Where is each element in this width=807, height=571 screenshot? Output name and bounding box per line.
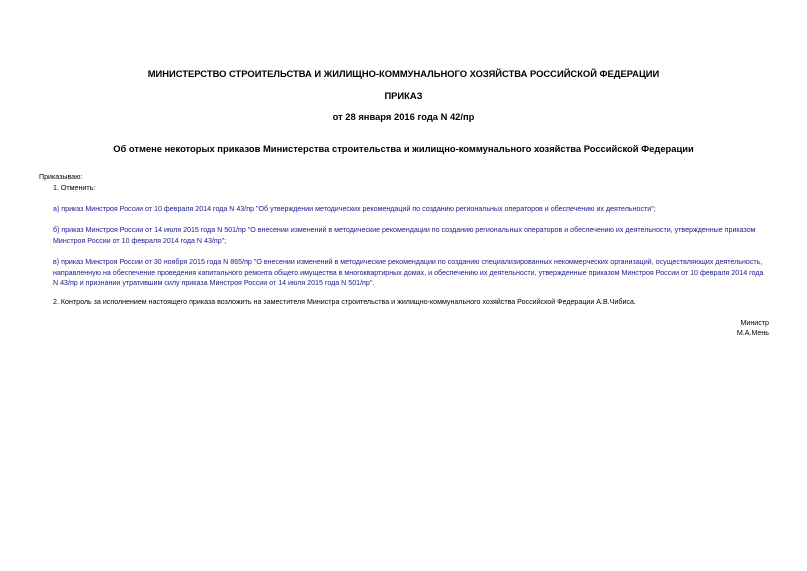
ministry-title: МИНИСТЕРСТВО СТРОИТЕЛЬСТВА И ЖИЛИЩНО-КОММУНАЛЬНОГО ХОЗЯЙСТВА РОССИЙСКОЙ ФЕДЕРАЦИИ (147, 68, 660, 79)
document-type: ПРИКАЗ (384, 90, 423, 101)
date-number: от 28 января 2016 года N 42/пр (332, 111, 475, 122)
list-item-b (39, 225, 767, 246)
point-2 (39, 297, 767, 308)
list-item-a (39, 204, 767, 215)
item-b-link[interactable]: б) приказ Минстроя России от 14 июля 2015 года N 501/пр "О внесении изменений в методические рекомендации по созданию региональных операторов и обеспечению их деятельности, утвержденные приказом Минстроя России от 10 февраля 2014 года N 43/пр"; (53, 226, 756, 245)
order-word: Приказываю: (39, 173, 83, 181)
point-1: 1. Отменить: (53, 184, 96, 192)
signature-name: М.А.Мень (736, 329, 769, 337)
signature-title: Министр (740, 319, 769, 327)
document-subject: Об отмене некоторых приказов Министерства строительства и жилищно-коммунального хозяйства Российской Федерации (113, 143, 694, 154)
point-2-text: 2. Контроль за исполнением настоящего приказа возложить на заместителя Министра строительства и жилищно-коммунального хозяйства Российской Федерации А.В.Чибиса. (53, 298, 636, 306)
list-item-c (39, 257, 767, 289)
item-a-link[interactable]: а) приказ Минстроя России от 10 февраля 2014 года N 43/пр "Об утверждении методических рекомендаций по созданию региональных операторов и обеспечению их деятельности"; (53, 205, 656, 213)
item-c-link[interactable]: в) приказ Минстроя России от 30 ноября 2015 года N 865/пр "О внесении изменений в методические рекомендации по созданию специализированных некоммерческих организаций, осуществляющих деятельность, направленную на обеспечение проведения капитального ремонта общего имущества в многоквартирных домах, и обеспечению их деятельности, утвержденные приказом Минстроя России от 10 февраля 2014 года N 43/пр и признании утратившим силу приказа Минстроя России от 14 июля 2015 года N 501/пр". (53, 258, 764, 287)
